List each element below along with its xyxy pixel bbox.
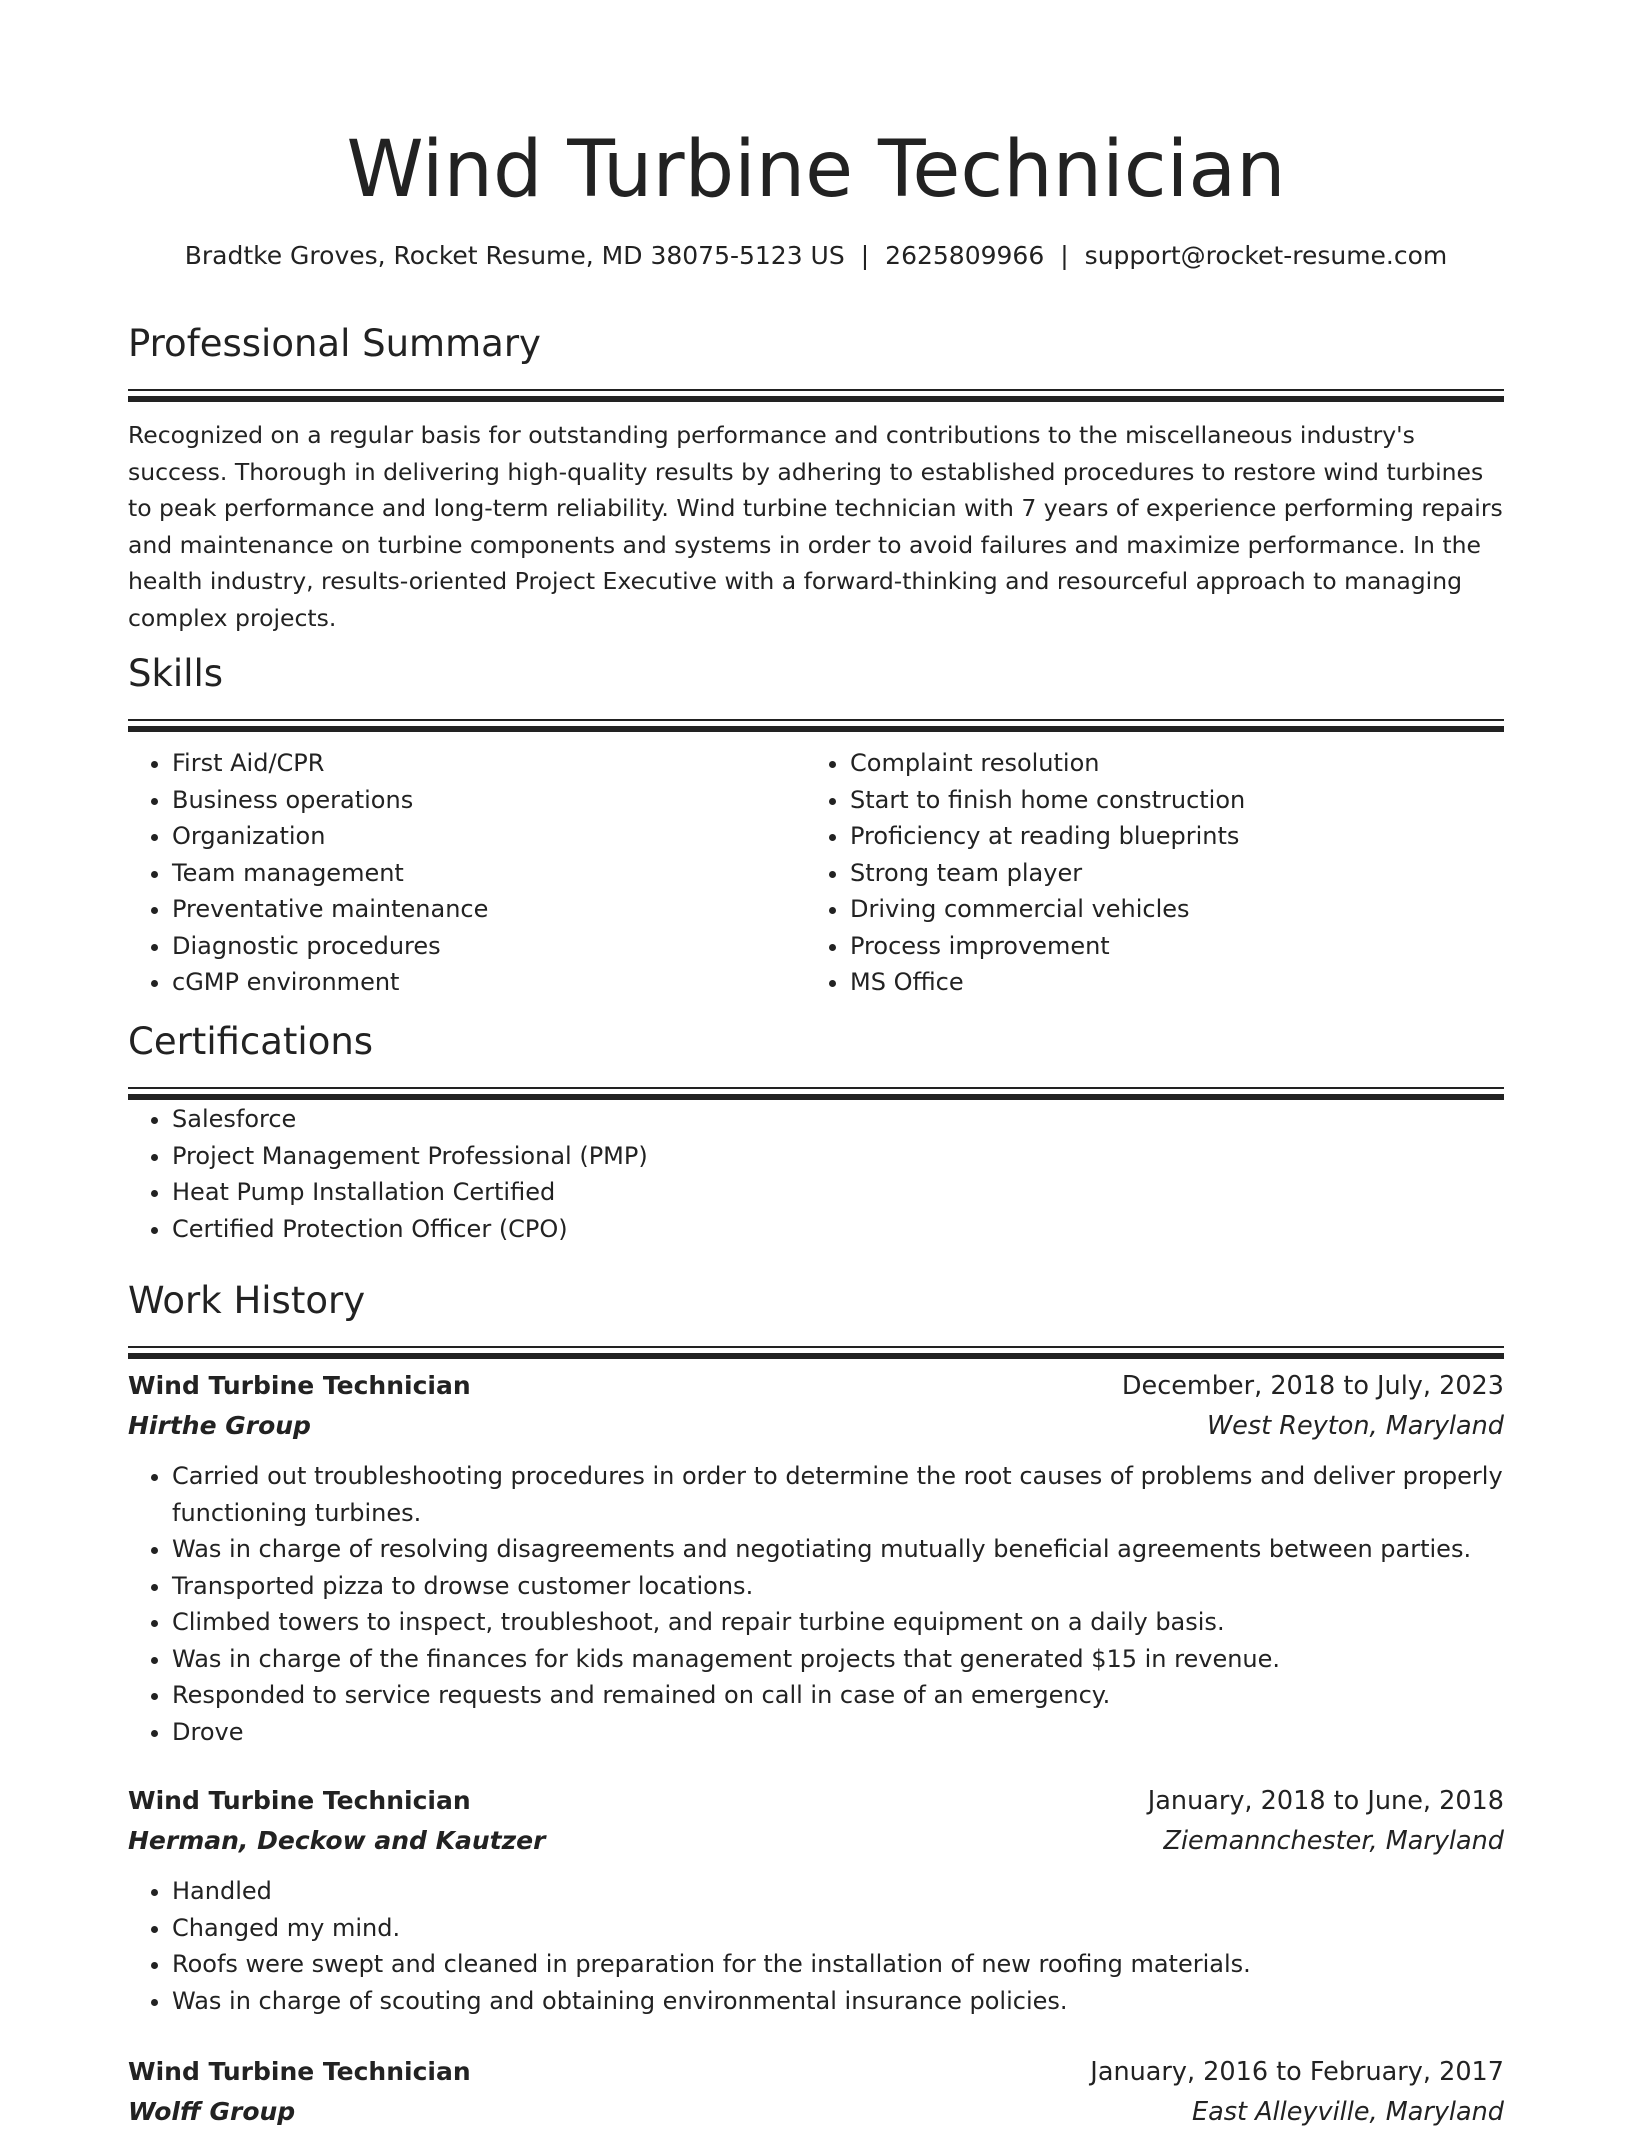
- job-company-row: [128, 1406, 1504, 1446]
- skills-columns: [128, 745, 1504, 1001]
- skill-item: • First Aid/CPR: [172, 745, 852, 782]
- summary-text: Recognized on a regular basis for outstanding performance and contributions to the miscellaneous industry's success. Thorough in delivering high-quality results by adhering to established procedures to restore wind turbines to peak performance and long-term reliability. Wind turbine technician with 7 years of experience performing repairs and maintenance on turbine components and systems in order to avoid failures and maximize performance. In the health industry, results-oriented Project Executive with a forward-thinking and resourceful approach to managing complex projects.: [128, 421, 1503, 632]
- skill-item: • Diagnostic procedures: [172, 928, 852, 965]
- skills-list-right: [806, 745, 1530, 1001]
- skill-item: • cGMP environment: [172, 964, 852, 1001]
- job-entry: [128, 1366, 1504, 1750]
- job-duty-item: • Handled: [172, 1873, 1504, 1910]
- job-company: Wolff Group: [128, 2097, 296, 2126]
- job-duty-item: • Roofs were swept and cleaned in preparation for the installation of new roofing materials.: [172, 1946, 1504, 1983]
- section-divider: [128, 1087, 1504, 1101]
- job-title: Wind Turbine Technician: [128, 1371, 471, 1400]
- certifications-section: [128, 1017, 1504, 1247]
- job-entry: [128, 1781, 1504, 2019]
- skill-item: • Driving commercial vehicles: [850, 891, 1530, 928]
- contact-phone: 2625809966: [885, 241, 1045, 270]
- section-heading-summary: Professional Summary: [128, 322, 541, 365]
- section-divider: [128, 719, 1504, 733]
- job-duty-item: • Was in charge of the finances for kids management projects that generated $15 in revenue.: [172, 1641, 1504, 1678]
- section-heading-work-history: Work History: [128, 1279, 366, 1322]
- job-entry: [128, 2052, 1504, 2132]
- job-dates: January, 2016 to February, 2017: [1090, 2057, 1504, 2087]
- skill-item: • MS Office: [850, 964, 1530, 1001]
- contact-email[interactable]: support@rocket-resume.com: [1084, 241, 1448, 270]
- job-duty-item: • Transported pizza to drowse customer locations.: [172, 1568, 1504, 1605]
- summary-section: [128, 319, 1504, 636]
- contact-separator: |: [860, 241, 870, 270]
- work-history-section: [128, 1276, 1504, 1360]
- section-divider: [128, 1346, 1504, 1360]
- job-location: East Alleyville, Maryland: [1191, 2097, 1504, 2127]
- skill-item: • Complaint resolution: [850, 745, 1530, 782]
- section-heading-skills: Skills: [128, 652, 224, 695]
- job-location: West Reyton, Maryland: [1206, 1411, 1504, 1441]
- job-company-row: [128, 1821, 1504, 1861]
- job-location: Ziemannchester, Maryland: [1163, 1826, 1504, 1856]
- skill-item: • Preventative maintenance: [172, 891, 852, 928]
- certification-item: • Salesforce: [172, 1101, 1504, 1138]
- job-dates: January, 2018 to June, 2018: [1147, 1786, 1504, 1816]
- skill-item: • Proficiency at reading blueprints: [850, 818, 1530, 855]
- certification-item: • Project Management Professional (PMP): [172, 1138, 1504, 1175]
- job-duty-item: • Responded to service requests and remained on call in case of an emergency.: [172, 1677, 1504, 1714]
- job-company: Hirthe Group: [128, 1411, 311, 1440]
- skill-item: • Organization: [172, 818, 852, 855]
- job-duty-item: • Climbed towers to inspect, troubleshoot, and repair turbine equipment on a daily basis.: [172, 1604, 1504, 1641]
- certification-item: • Certified Protection Officer (CPO): [172, 1211, 1504, 1248]
- job-header-row: [128, 1366, 1504, 1406]
- section-heading-certifications: Certifications: [128, 1020, 374, 1063]
- section-divider: [128, 389, 1504, 403]
- job-duty-item: • Was in charge of resolving disagreements and negotiating mutually beneficial agreements between parties.: [172, 1531, 1504, 1568]
- contact-line: [128, 236, 1504, 276]
- skill-item: • Team management: [172, 855, 852, 892]
- job-duties-list: [128, 1458, 1504, 1750]
- certification-item: • Heat Pump Installation Certified: [172, 1174, 1504, 1211]
- job-header-row: [128, 2052, 1504, 2092]
- job-company: Herman, Deckow and Kautzer: [128, 1826, 546, 1855]
- job-duty-item: • Drove: [172, 1714, 1504, 1751]
- certifications-list: [128, 1101, 1504, 1247]
- skill-item: • Start to finish home construction: [850, 782, 1530, 819]
- skill-item: • Business operations: [172, 782, 852, 819]
- skills-list-left: [128, 745, 852, 1001]
- contact-address: Bradtke Groves, Rocket Resume, MD 38075-5123 US: [184, 241, 845, 270]
- job-header-row: [128, 1781, 1504, 1821]
- job-dates: December, 2018 to July, 2023: [1121, 1371, 1504, 1401]
- skills-section: [128, 649, 1504, 1001]
- job-duties-list: [128, 1873, 1504, 2019]
- skill-item: • Strong team player: [850, 855, 1530, 892]
- job-title: Wind Turbine Technician: [128, 1786, 471, 1815]
- job-duty-item: • Changed my mind.: [172, 1910, 1504, 1947]
- contact-separator: |: [1060, 241, 1069, 270]
- job-company-row: [128, 2092, 1504, 2132]
- skill-item: • Process improvement: [850, 928, 1530, 965]
- job-title: Wind Turbine Technician: [128, 2057, 471, 2086]
- resume-title: Wind Turbine Technician: [346, 125, 1286, 215]
- job-duty-item: • Was in charge of scouting and obtaining environmental insurance policies.: [172, 1983, 1504, 2020]
- job-duty-item: • Carried out troubleshooting procedures in order to determine the root causes of problems and deliver properly functioning turbines.: [172, 1458, 1504, 1531]
